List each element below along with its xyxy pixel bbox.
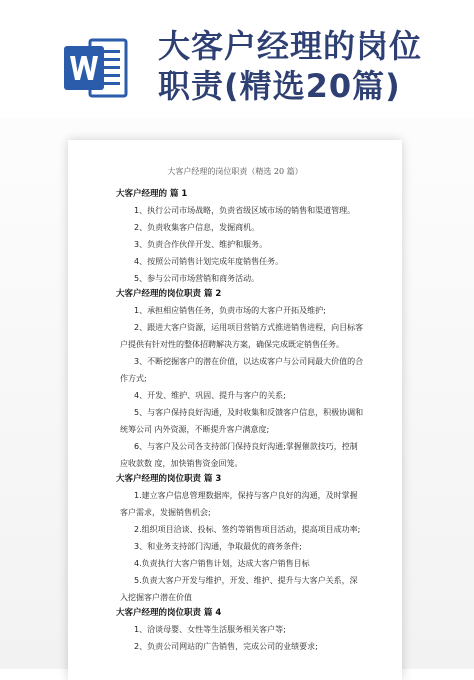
paragraph-line: 3、负责合作伙伴开发、维护和服务。 <box>134 240 268 249</box>
section-heading: 大客户经理的岗位职责 篇 4 <box>116 608 222 618</box>
paragraph-line: 4、按照公司销售计划完成年度销售任务。 <box>134 257 284 266</box>
paragraph-line: 1、洽谈母婴、女性等生活服务相关客户等; <box>134 625 286 634</box>
title-line-2: 职责(精选20篇) <box>158 67 401 105</box>
paragraph-line: 6、与客户及公司各支持部门保持良好沟通;掌握催款技巧，控制 <box>134 442 358 451</box>
paragraph-line: 1、执行公司市场战略，负责省级区域市场的销售和渠道管理。 <box>134 206 356 215</box>
paragraph-line: 1.建立客户信息管理数据库，保持与客户良好的沟通，及时掌握 <box>134 491 358 500</box>
paragraph-line: 2、负责公司网站的广告销售，完成公司的业绩要求; <box>134 642 318 651</box>
paragraph-line: 入挖掘客户潜在价值 <box>120 593 192 602</box>
section-heading: 大客户经理的岗位职责 篇 3 <box>116 474 222 484</box>
paragraph-line: 4.负责执行大客户销售计划，达成大客户销售目标 <box>134 559 310 568</box>
paragraph-line: 5、与客户保持良好沟通，及时收集和反馈客户信息，积极协调和 <box>134 408 364 417</box>
paragraph-line: 2.组织项目洽谈、投标、签约等销售项目活动，提高项目成功率; <box>134 525 361 534</box>
section-heading: 大客户经理的岗位职责 篇 2 <box>116 289 222 299</box>
paragraph-line: 应收款数 度，加快销售资金回笼。 <box>120 459 243 468</box>
paragraph-line: 3、不断挖掘客户的潜在价值，以达成客户与公司间最大价值的合 <box>134 357 364 366</box>
paragraph-line: 作方式; <box>120 374 147 383</box>
document-page <box>68 140 402 680</box>
header-banner <box>0 0 474 118</box>
document-title: 大客户经理的岗位职责（精选 20 篇） <box>167 167 303 176</box>
paragraph-line: 统筹公司 内外资源，不断提升客户满意度; <box>120 425 270 434</box>
paragraph-line: 户提供有针对性的整体招聘解决方案，确保完成既定销售任务。 <box>120 340 344 349</box>
paragraph-line: 2、跟进大客户资源，运用项目营销方式推进销售进程，向目标客 <box>134 323 364 332</box>
paragraph-line: 5.负责大客户开发与维护，开发、维护、提升与大客户关系，深 <box>134 576 358 585</box>
paragraph-line: 4、开发、维护、巩固、提升与客户的关系; <box>134 391 286 400</box>
paragraph-line: 客户需求，发掘销售机会; <box>120 508 211 517</box>
title-line-1: 大客户经理的岗位 <box>158 27 423 65</box>
page-title <box>158 26 458 106</box>
paragraph-line: 5、参与公司市场营销和商务活动。 <box>134 274 260 283</box>
paragraph-line: 2、负责收集客户信息，发掘商机。 <box>134 223 260 232</box>
word-document-icon <box>62 34 130 102</box>
paragraph-line: 3、和业务支持部门沟通，争取最优的商务条件; <box>134 542 302 551</box>
section-heading: 大客户经理的 篇 1 <box>116 189 188 199</box>
paragraph-line: 1、承担相应销售任务，负责市场的大客户开拓及维护; <box>134 306 326 315</box>
document-body <box>68 187 402 655</box>
